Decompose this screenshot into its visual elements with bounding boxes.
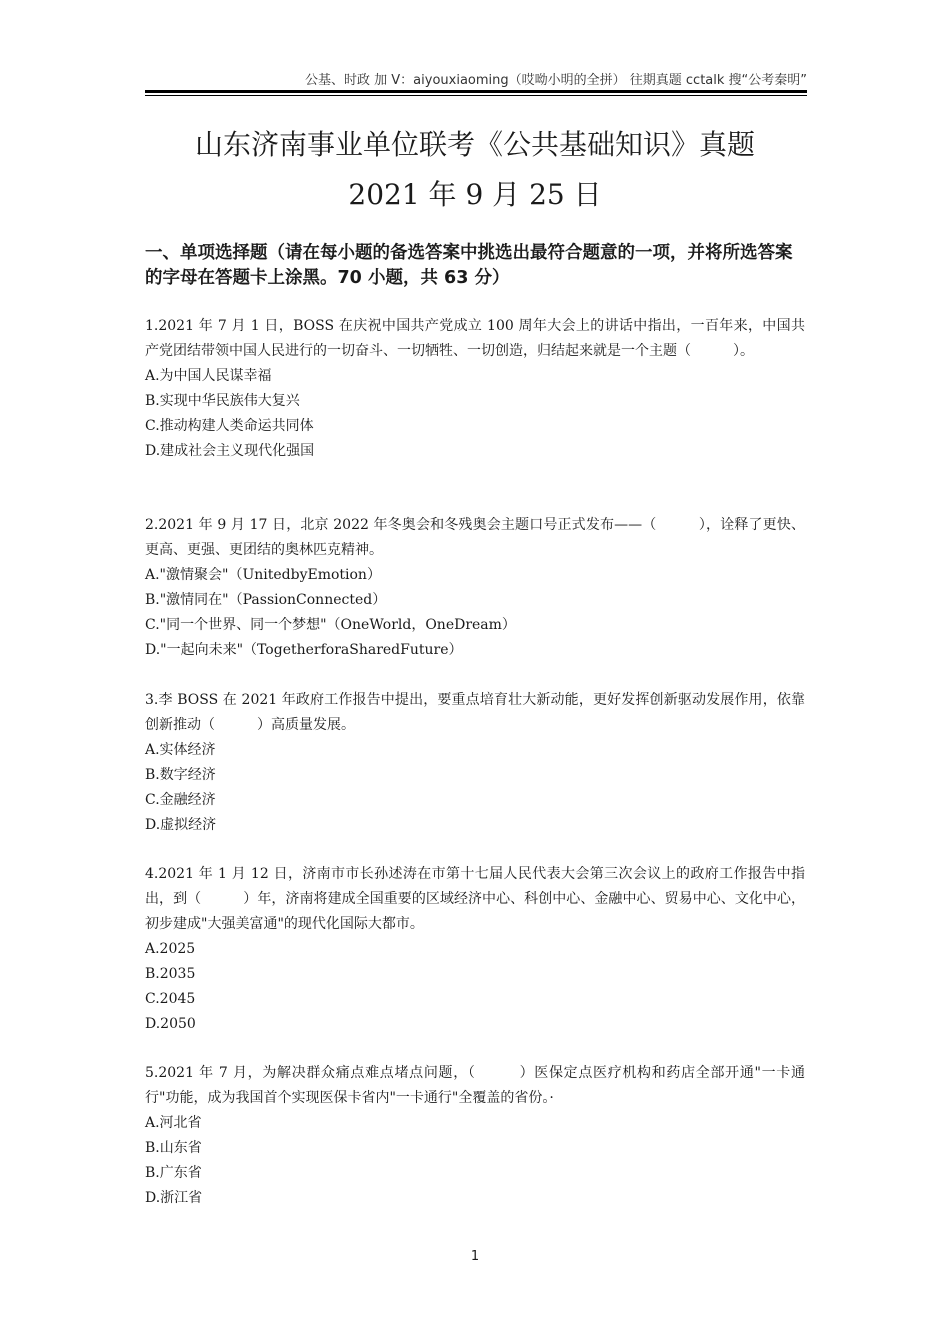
header-rule-thin — [145, 95, 807, 96]
option-c: C."同一个世界、同一个梦想"（OneWorld，OneDream） — [145, 617, 516, 633]
option-d: D.建成社会主义现代化强国 — [145, 443, 315, 459]
question-stem: 1.2021 年 7 月 1 日，BOSS 在庆祝中国共产党成立 100 周年大会上的讲话中指出，一百年来，中国共产党团结带领中国人民进行的一切奋斗、一切牺牲、一切创造，归结起来就是一个主题（ ）。 — [145, 318, 805, 359]
header-rule-thick — [145, 90, 807, 93]
option-a: A.为中国人民谋幸福 — [145, 368, 272, 384]
page-number: 1 — [470, 1249, 480, 1264]
question-1 — [145, 314, 805, 464]
option-c: C.2045 — [145, 991, 196, 1007]
question-5 — [145, 1061, 805, 1211]
option-b: B.数字经济 — [145, 767, 216, 783]
question-3 — [145, 688, 805, 838]
option-d: D.浙江省 — [145, 1190, 203, 1206]
option-d: D."一起向未来"（TogetherforaSharedFuture） — [145, 642, 463, 658]
option-c: B.广东省 — [145, 1165, 202, 1181]
option-b: B.2035 — [145, 966, 196, 982]
section-heading: 一、单项选择题（请在每小题的备选答案中挑选出最符合题意的一项，并将所选答案的字母在答题卡上涂黑。70 小题，共 63 分） — [145, 243, 793, 288]
option-c: C.金融经济 — [145, 792, 216, 808]
question-2 — [145, 513, 805, 663]
option-b: B.山东省 — [145, 1140, 202, 1156]
option-a: A."激情聚会"（UnitedbyEmotion） — [145, 567, 381, 583]
option-a: A.河北省 — [145, 1115, 202, 1131]
option-d: D.虚拟经济 — [145, 817, 217, 833]
document-date: 2021 年 9 月 25 日 — [348, 178, 602, 211]
option-b: B."激情同在"（PassionConnected） — [145, 592, 387, 608]
question-stem: 4.2021 年 1 月 12 日，济南市市长孙述涛在市第十七届人民代表大会第三次会议上的政府工作报告中指出，到（ ）年，济南将建成全国重要的区域经济中心、科创中心、金融中心、贸易中心、文化中心，初步建成"大强美富通"的现代化国际大都市。 — [145, 866, 805, 932]
question-stem: 5.2021 年 7 月，为解决群众痛点难点堵点问题，（ ）医保定点医疗机构和药店全部开通"一卡通行"功能，成为我国首个实现医保卡省内"一卡通行"全覆盖的省份。· — [145, 1065, 805, 1106]
option-a: A.实体经济 — [145, 742, 216, 758]
option-b: B.实现中华民族伟大复兴 — [145, 393, 300, 409]
option-a: A.2025 — [145, 941, 196, 957]
question-stem: 3.李 BOSS 在 2021 年政府工作报告中提出，要重点培育壮大新动能，更好发挥创新驱动发展作用，依靠创新推动（ ）高质量发展。 — [145, 692, 805, 733]
document-title: 山东济南事业单位联考《公共基础知识》真题 — [194, 128, 755, 161]
option-c: C.推动构建人类命运共同体 — [145, 418, 314, 434]
question-4 — [145, 862, 805, 1037]
option-d: D.2050 — [145, 1016, 196, 1032]
question-stem: 2.2021 年 9 月 17 日，北京 2022 年冬奥会和冬残奥会主题口号正式发布——（ ），诠释了更快、更高、更强、更团结的奥林匹克精神。 — [145, 517, 805, 558]
page-header: 公基、时政 加 V：aiyouxiaoming（哎呦小明的全拼） 往期真题 cctalk 搜“公考秦明” — [305, 73, 807, 88]
